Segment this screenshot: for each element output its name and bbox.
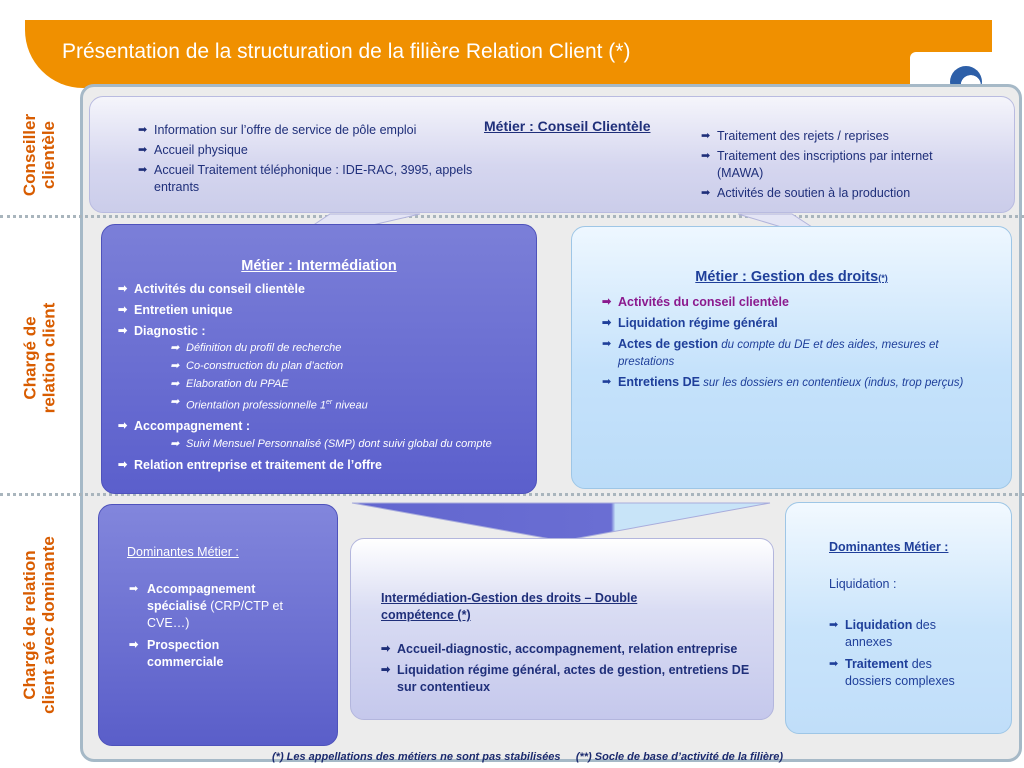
diagnostic-sublist [170,341,528,414]
gestion-list [602,294,997,391]
box-dominantes-gestion [785,502,1012,734]
box-double-competence [350,538,774,720]
list-item: ➡ Traitement des inscriptions par internet (MAWA) [701,148,951,182]
list-item: ➡ Orientation professionnelle 1er niveau [170,395,528,414]
intermediation-title: Métier : Intermédiation [241,258,397,274]
list-item: ➡ Co-construction du plan d’action [170,359,528,374]
list-item: ➡ Diagnostic : [118,323,528,339]
double-title: Intermédiation-Gestion des droits – Double compétence (*) [381,591,638,622]
list-item: ➡ Définition du profil de recherche [170,341,528,356]
slide-title: Présentation de la structuration de la filière Relation Client (*) [62,40,631,63]
dominantes-right-list [829,617,979,690]
box-intermediation [101,224,537,494]
list-item: ➡ Prospection commerciale [129,637,299,671]
list-item: ➡ Actes de gestion du compte du DE et des aides, mesures et prestations [602,336,997,370]
list-item: ➡ Entretien unique [118,302,528,318]
funnel-to-double-competence [352,503,770,541]
dominantes-left-list [129,581,299,671]
list-item: ➡ Information sur l’offre de service de pôle emploi [138,122,478,139]
double-list [381,641,751,696]
side-label-charge: Chargé de relation client [20,302,58,414]
list-item: ➡ Accompagnement spécialisé (CRP/CTP et CVE…) [129,581,299,632]
conseil-right-list [701,128,951,202]
relation-list [118,457,528,473]
list-item: ➡ Traitement des rejets / reprises [701,128,951,145]
list-item: ➡ Accueil Traitement téléphonique : IDE-RAC, 3995, appels entrants [138,162,478,196]
conseil-title: Métier : Conseil Clientèle [484,118,651,134]
list-item: ➡ Liquidation régime général, actes de gestion, entretiens DE sur contentieux [381,662,751,696]
side-label-charge-dominante: Chargé de relation client avec dominante [20,536,58,714]
list-item: ➡ Liquidation des annexes [829,617,979,651]
list-item: ➡ Activités du conseil clientèle [118,281,528,297]
list-item: ➡ Elaboration du PPAE [170,377,528,392]
dominantes-right-title: Dominantes Métier : [829,540,949,554]
gestion-title: Métier : Gestion des droits(*) [695,269,888,285]
list-item: ➡ Liquidation régime général [602,315,997,331]
liquidation-label: Liquidation : [829,577,897,591]
intermediation-list [118,281,528,339]
list-item: ➡ Traitement des dossiers complexes [829,656,979,690]
list-item: ➡ Accompagnement : [118,418,528,434]
list-item: ➡ Accueil physique [138,142,478,159]
box-dominantes-intermediation [98,504,338,746]
box-gestion-des-droits [571,226,1012,489]
list-item: ➡ Activités du conseil clientèle [602,294,997,310]
list-item: ➡ Accueil-diagnostic, accompagnement, relation entreprise [381,641,751,658]
list-item: ➡ Relation entreprise et traitement de l’offre [118,457,528,473]
footnote: (*) Les appellations des métiers ne sont pas stabilisées (**) Socle de base d’activité de la filière) [272,751,784,763]
list-item: ➡ Activités de soutien à la production [701,185,951,202]
list-item: ➡ Suivi Mensuel Personnalisé (SMP) dont suivi global du compte [170,437,528,452]
conseil-left-list [138,122,478,196]
dominantes-left-title: Dominantes Métier : [127,545,239,559]
side-label-conseiller: Conseiller clientèle [20,113,59,197]
list-item: ➡ Entretiens DE sur les dossiers en contentieux (indus, trop perçus) [602,374,997,391]
accompagnement-sublist [170,437,528,452]
accompagnement-list [118,418,528,434]
